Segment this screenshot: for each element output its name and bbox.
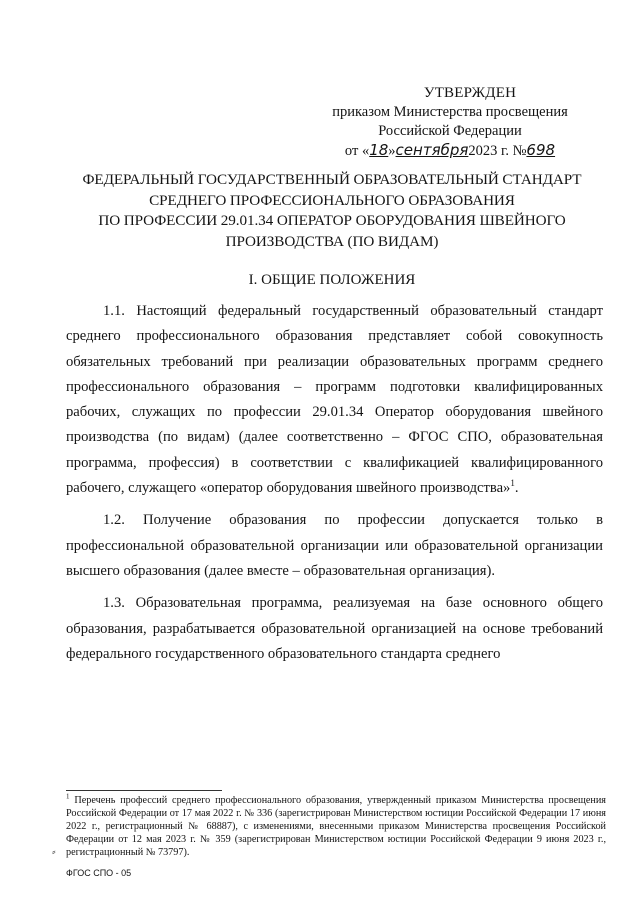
approval-date-line [300,141,600,161]
corner-mark: ⸗ [52,846,56,858]
order-number-handwritten: 698 [526,141,556,159]
footnote-reference: 1 [510,478,515,489]
title-line-2: СРЕДНЕГО ПРОФЕССИОНАЛЬНОГО ОБРАЗОВАНИЯ [149,191,515,209]
footnote-number: 1 [66,792,70,801]
date-day-handwritten: 18 [369,141,389,159]
footnote [66,794,606,859]
approval-line-1: приказом Министерства просвещения [332,104,568,120]
approval-title: УТВЕРЖДЕН [423,85,517,101]
paragraph-1-1-end: . [514,480,519,497]
paragraph-1-1 [66,299,603,501]
date-year-no: 2023 г. № [468,143,527,159]
date-month-handwritten: сентября [395,141,469,159]
paragraph-1-1-text: 1.1. Настоящий федеральный государственный образовательный стандарт среднего профессионального образования представляет собой совокупность обязательных требований при реализации образовательных программ среднего профессионального образования – программ подготовки квалифицированных рабочих, служащих по профессии 29.01.34 Оператор оборудования швейного производства (по видам) (далее соответственно – ФГОС СПО, образовательная программа, профессия) в соответствии с квалификацией квалифицированного рабочего, служащего «оператор оборудования швейного производства» [66,303,603,497]
title-line-1: ФЕДЕРАЛЬНЫЙ ГОСУДАРСТВЕННЫЙ ОБРАЗОВАТЕЛЬНЫЙ СТАНДАРТ [82,171,582,188]
paragraph-1-3: 1.3. Образовательная программа, реализуемая на базе основного общего образования, разрабатывается образовательной организацией на основе требований федерального государственного образовательного стандарта среднего [66,595,603,662]
date-prefix: от « [344,143,370,159]
date-mid: » [388,143,396,159]
approval-line-2: Российской Федерации [378,123,522,139]
title-line-3: ПО ПРОФЕССИИ 29.01.34 ОПЕРАТОР ОБОРУДОВАНИЯ ШВЕЙНОГО [98,212,566,229]
paragraph-1-2: 1.2. Получение образования по профессии допускается только в профессиональной образовательной организации или образовательной организации высшего образования (далее вместе – образовательная организация). [66,512,603,579]
section-heading: I. ОБЩИЕ ПОЛОЖЕНИЯ [248,272,416,288]
footer-code: ФГОС СПО - 05 [66,868,132,878]
footnote-divider [66,790,222,791]
approval-stamp [300,84,600,161]
body-text [66,299,603,674]
title-line-4: ПРОИЗВОДСТВА (ПО ВИДАМ) [225,232,439,250]
footnote-text: Перечень профессий среднего профессионального образования, утвержденный приказом Министерства просвещения Российской Федерации от 17 мая 2022 г. № 336 (зарегистрирован Министерством юстиции Российской Федерации 17 июня 2022 г., регистрационный № 68887), с изменениями, внесенными приказом Министерства просвещения Российской Федерации от 12 мая 2023 г. № 359 (зарегистрирован Министерством юстиции Российской Федерации 9 июня 2023 г., регистрационный № 73797). [66,795,606,858]
document-title [62,170,602,252]
